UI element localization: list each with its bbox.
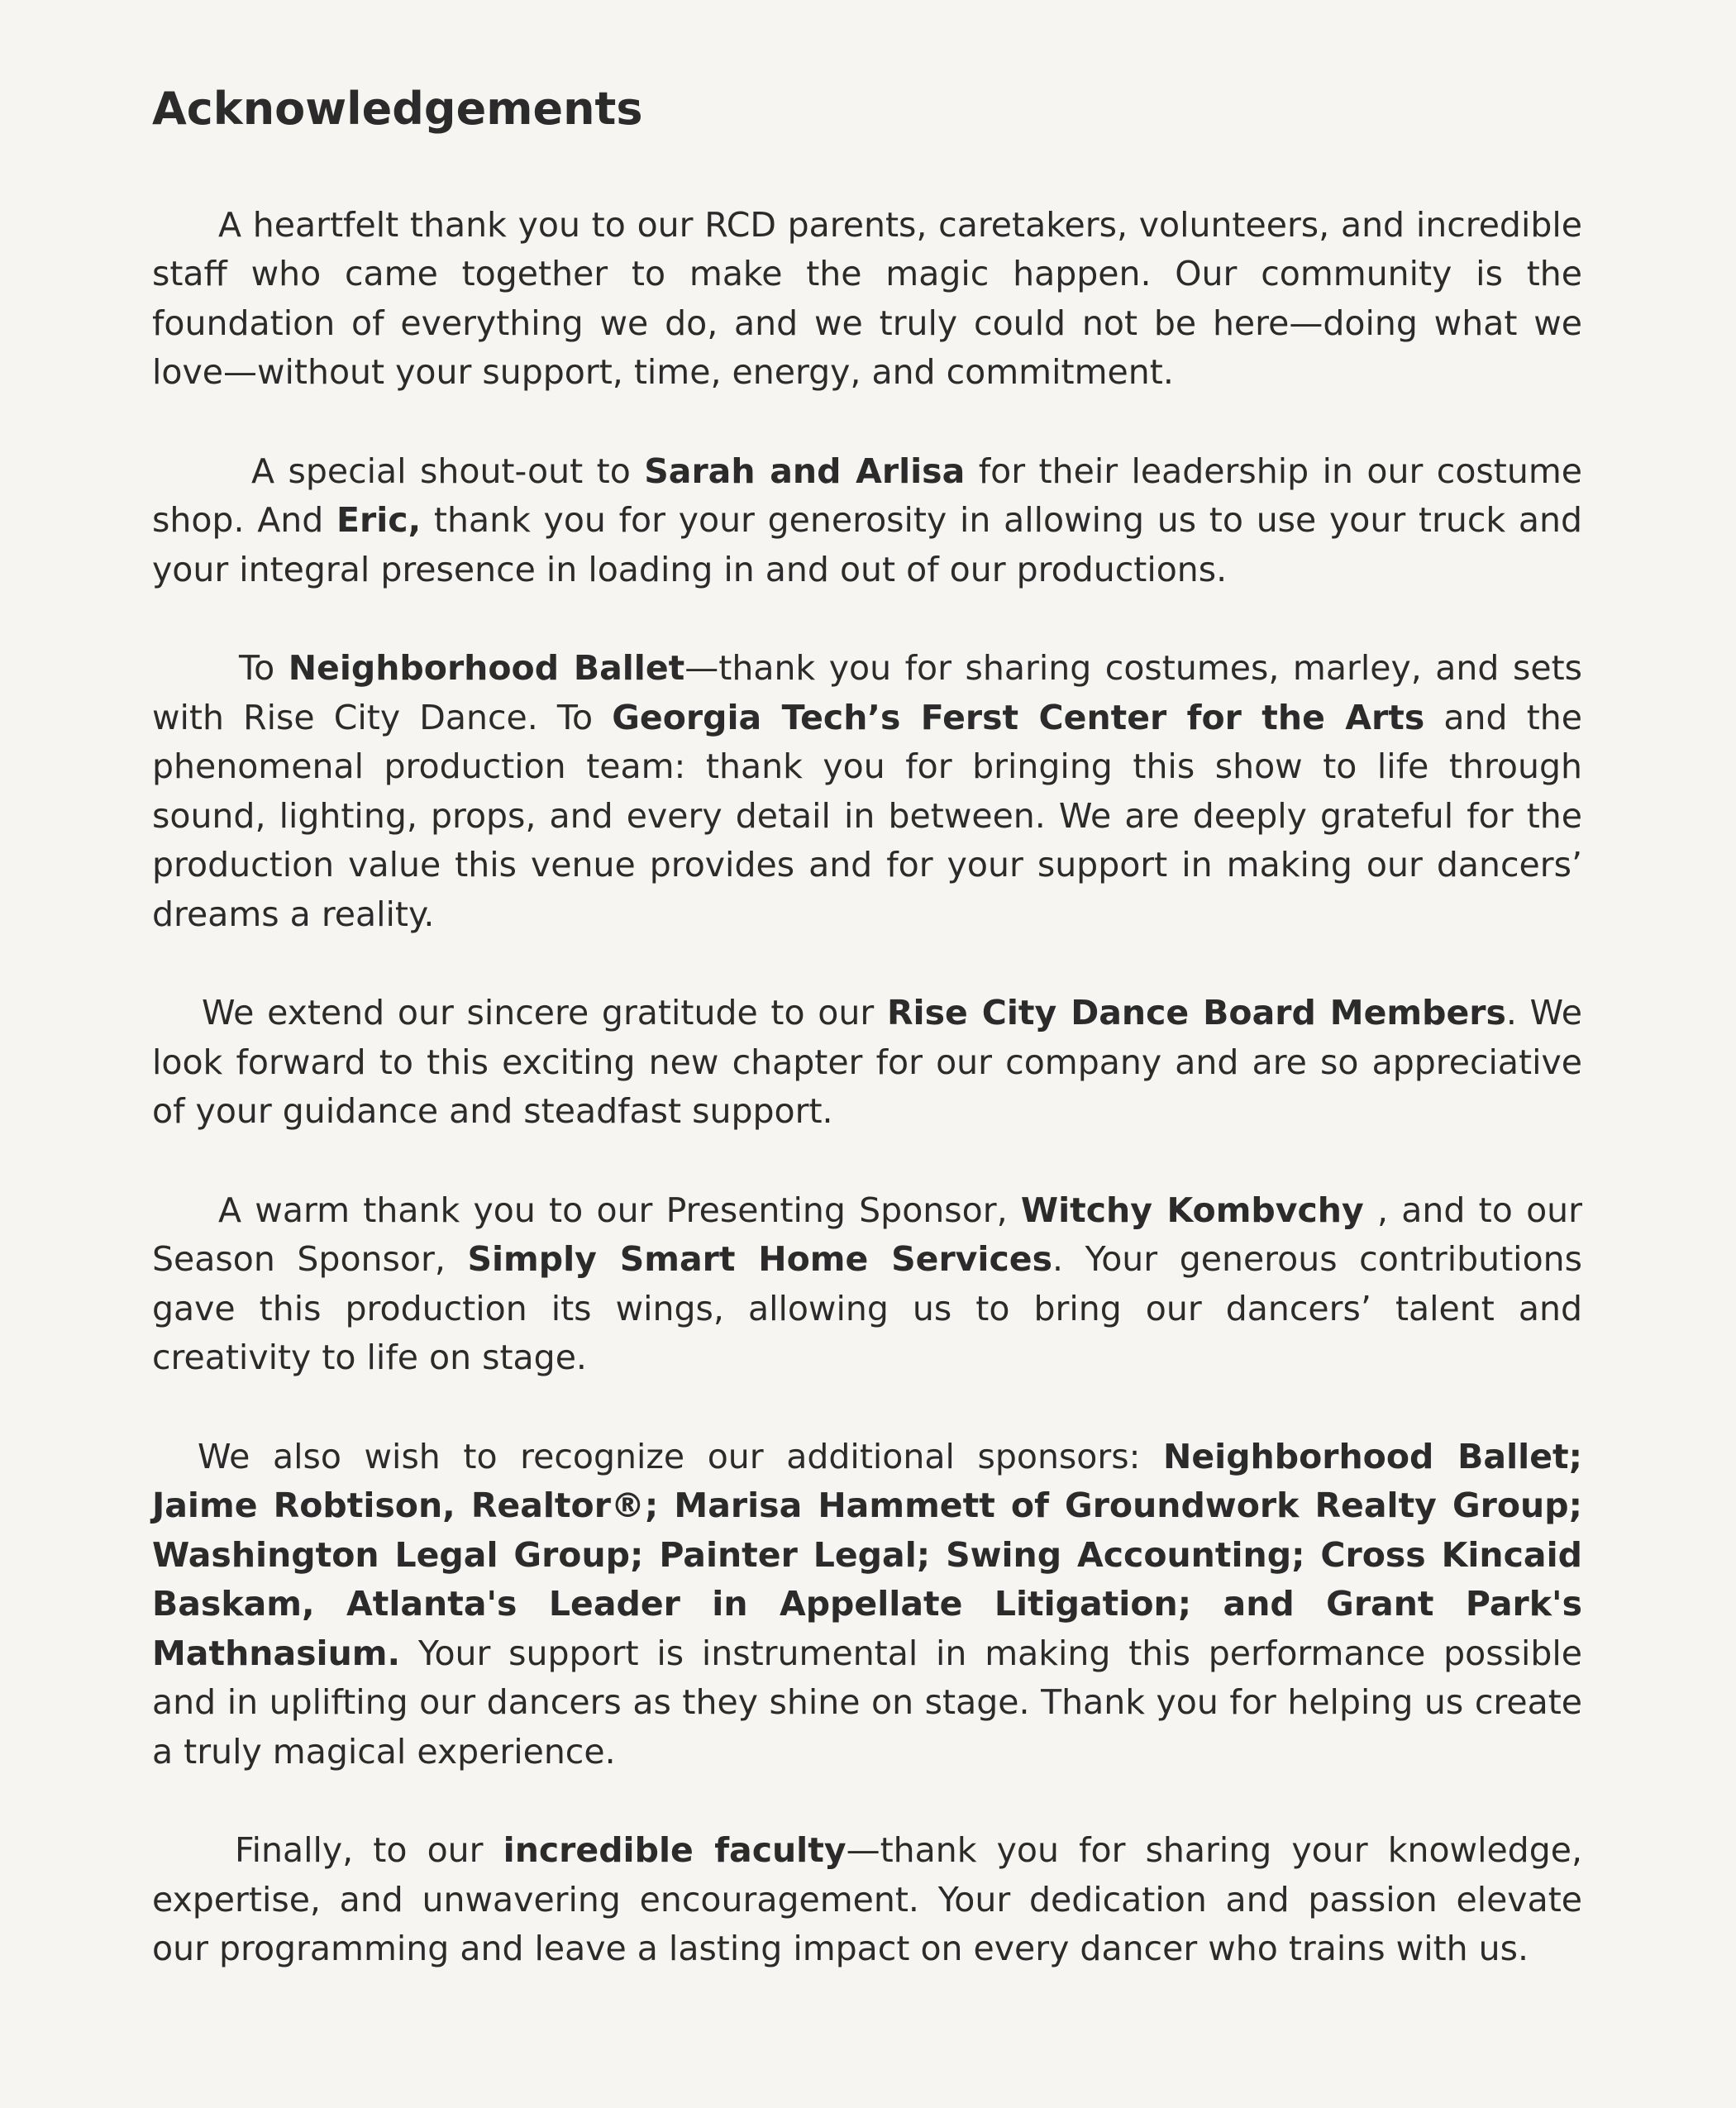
paragraph-thanks-community: [152, 201, 1582, 398]
paragraph-text: thank you for your generosity in allowing us to use your truck and your integral presence in loading in and out of our productions.: [152, 500, 1582, 589]
paragraph-text: To: [239, 648, 289, 689]
bold-name: Georgia Tech’s Ferst Center for the Arts: [612, 697, 1425, 737]
paragraph-text: , and to our Season Sponsor,: [152, 1190, 1582, 1280]
paragraph-text: . Your generous contributions gave this production its wings, allowing us to bring our dancers’ talent and creativity to life on stage.: [152, 1239, 1582, 1378]
bold-name: Neighborhood Ballet: [288, 648, 685, 689]
paragraph-text: A heartfelt thank you to our RCD parents, caretakers, volunteers, and incredible staff who came together to make the magic happen. Our community is the foundation of everything we do, and we truly could not be here—doing what we love—without your support, time, energy, and commitment.: [152, 204, 1582, 393]
paragraph-text: for their leadership in our costume shop. And: [152, 451, 1583, 541]
page-title: Acknowledgements: [152, 83, 643, 135]
bold-name: incredible faculty: [503, 1830, 847, 1871]
paragraph-faculty: [152, 1826, 1582, 1974]
paragraph-sponsors: [152, 1186, 1582, 1383]
bold-name: Simply Smart Home Services: [467, 1239, 1052, 1280]
paragraph-text: Finally, to our: [235, 1830, 503, 1871]
paragraph-shout-out: [152, 447, 1582, 595]
bold-name: Eric,: [336, 500, 422, 541]
paragraph-text: and the phenomenal production team: thank you for bringing this show to life through sound, lighting, props, and every detail in between. We are deeply grateful for the production value this venue provides and for your support in making our dancers’ dreams a reality.: [152, 697, 1582, 934]
paragraph-text: —thank you for sharing your knowledge, expertise, and unwavering encouragement. Your dedication and passion elevate our programming and leave a lasting impact on every dancer who trains with us.: [152, 1830, 1582, 1969]
acknowledgements-page: [152, 83, 1582, 2024]
paragraph-text: Your support is instrumental in making this performance possible and in uplifting our dancers as they shine on stage. Thank you for helping us create a truly magical experience.: [152, 1633, 1582, 1772]
bold-name: Rise City Dance Board Members: [886, 993, 1506, 1033]
paragraph-text: —thank you for sharing costumes, marley, and sets with Rise City Dance. To: [152, 648, 1583, 737]
paragraph-board: [152, 989, 1582, 1137]
bold-name: Sarah and Arlisa: [644, 451, 966, 491]
bold-name: Witchy Kombvchy: [1020, 1190, 1364, 1230]
paragraph-text: We extend our sincere gratitude to our: [202, 993, 887, 1033]
paragraph-text: We also wish to recognize our additional sponsors:: [198, 1436, 1164, 1476]
paragraph-additional-sponsors: [152, 1433, 1582, 1777]
paragraph-text: A warm thank you to our Presenting Sponsor,: [218, 1190, 1021, 1230]
paragraph-partners: [152, 644, 1582, 939]
paragraph-text: A special shout-out to: [251, 451, 645, 491]
paragraph-text: . We look forward to this exciting new chapter for our company and are so appreciative of your guidance and steadfast support.: [152, 993, 1582, 1132]
bold-sponsor-list: Neighborhood Ballet; Jaime Robtison, Realtor®; Marisa Hammett of Groundwork Realty Group; Washington Legal Group; Painter Legal; Swing Accounting; Cross Kincaid Baskam, Atlanta's Leader in Appellate Litigation; and Grant Park's Mathnasium.: [152, 1436, 1583, 1673]
